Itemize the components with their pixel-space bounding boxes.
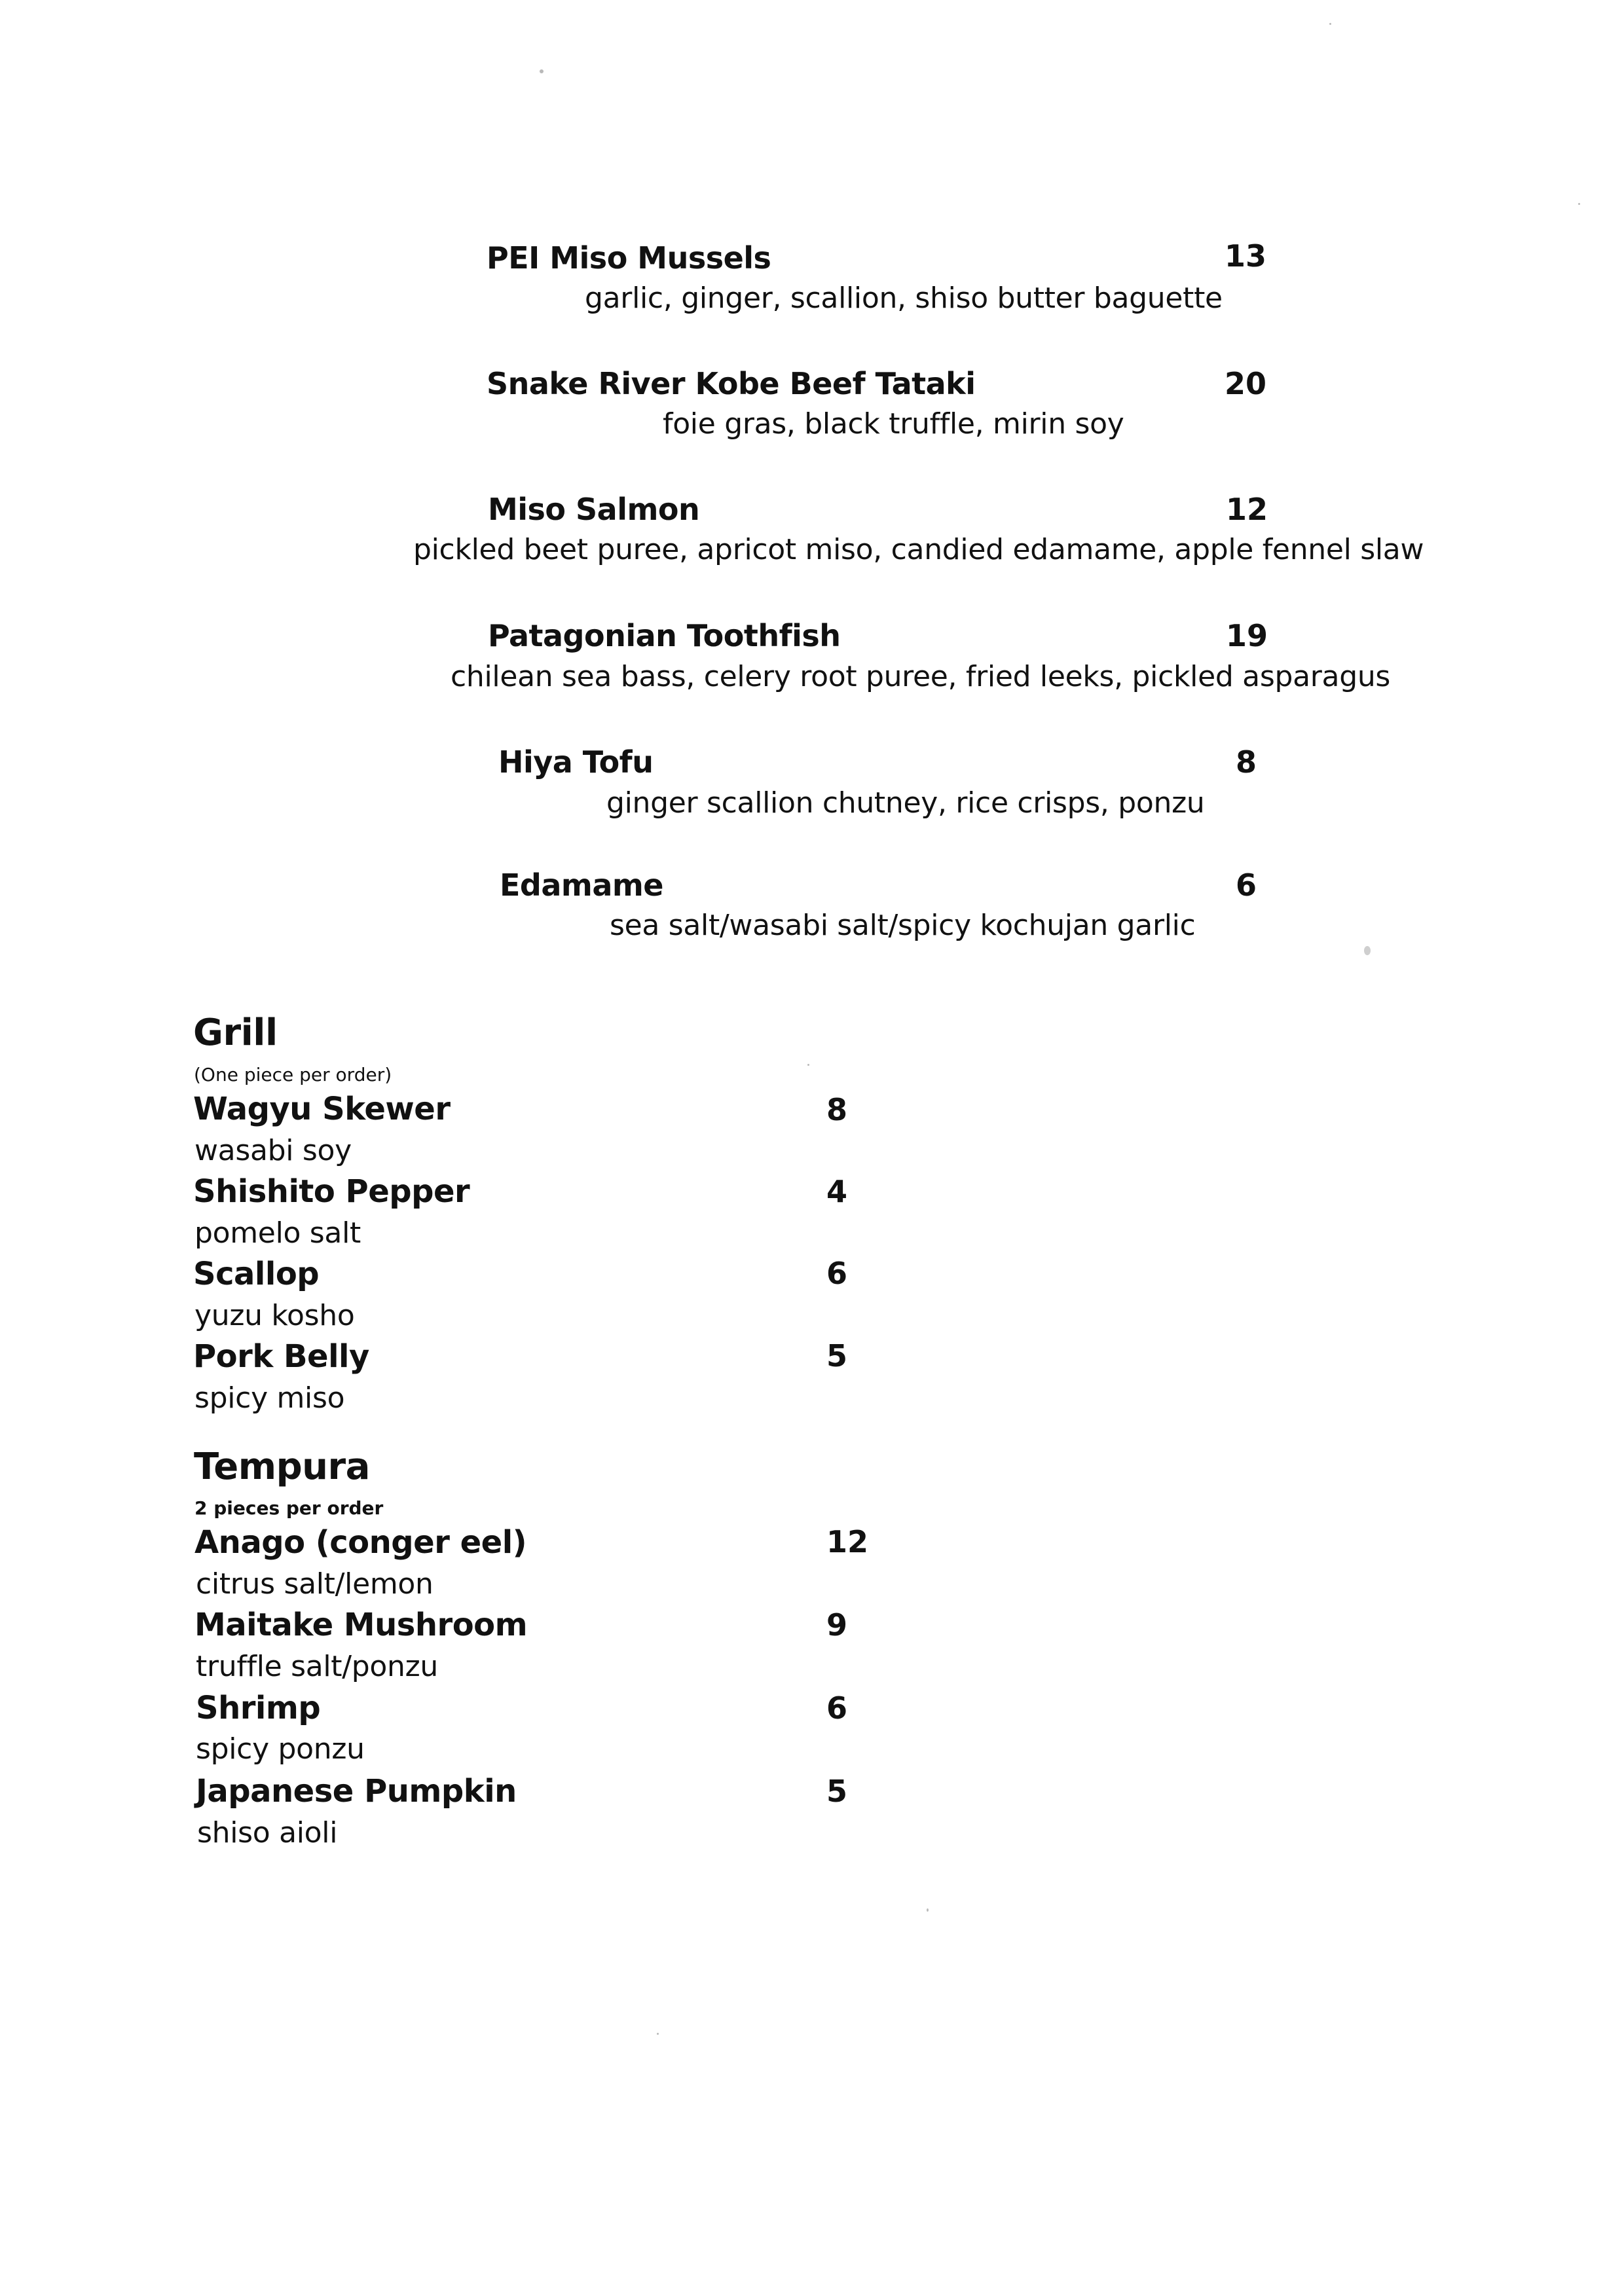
- tempura-item-name: Anago (conger eel): [194, 1524, 527, 1561]
- section-title-grill: Grill: [193, 1011, 278, 1054]
- dish-description: sea salt/wasabi salt/spicy kochujan garlic: [610, 909, 1196, 942]
- scan-speck: [657, 2033, 659, 2035]
- scan-speck: [540, 69, 544, 73]
- grill-item-name: Shishito Pepper: [193, 1173, 470, 1210]
- section-title-tempura: Tempura: [194, 1446, 370, 1488]
- dish-description: foie gras, black truffle, mirin soy: [663, 407, 1124, 441]
- grill-item-name: Pork Belly: [193, 1338, 369, 1375]
- grill-item-description: yuzu kosho: [194, 1299, 355, 1332]
- dish-description: chilean sea bass, celery root puree, fried leeks, pickled asparagus: [451, 660, 1391, 693]
- scan-speck: [927, 1908, 929, 1912]
- dish-name: Snake River Kobe Beef Tataki: [487, 366, 976, 401]
- tempura-item-description: citrus salt/lemon: [196, 1567, 434, 1601]
- dish-price: 20: [1225, 366, 1267, 401]
- grill-item-description: pomelo salt: [194, 1216, 361, 1250]
- tempura-item-price: 12: [826, 1524, 869, 1559]
- tempura-item-name: Shrimp: [196, 1690, 321, 1726]
- tempura-item-description: spicy ponzu: [196, 1732, 365, 1766]
- grill-item-name: Wagyu Skewer: [193, 1091, 451, 1127]
- dish-price: 6: [1236, 867, 1257, 903]
- tempura-item-name: Maitake Mushroom: [194, 1607, 528, 1643]
- scan-speck: [1329, 23, 1331, 25]
- tempura-item-price: 6: [826, 1690, 848, 1726]
- scan-speck: [1578, 203, 1580, 205]
- section-note-grill: (One piece per order): [194, 1064, 392, 1085]
- dish-description: ginger scallion chutney, rice crisps, ponzu: [606, 786, 1205, 820]
- dish-price: 8: [1236, 744, 1257, 780]
- grill-item-description: wasabi soy: [194, 1134, 352, 1167]
- dish-name: Edamame: [500, 867, 663, 903]
- dish-price: 19: [1226, 618, 1268, 653]
- tempura-item-price: 5: [826, 1774, 848, 1809]
- dish-name: PEI Miso Mussels: [487, 240, 771, 276]
- dish-name: Patagonian Toothfish: [488, 618, 841, 653]
- section-note-tempura: 2 pieces per order: [194, 1497, 384, 1519]
- grill-item-name: Scallop: [193, 1256, 320, 1292]
- dish-description: pickled beet puree, apricot miso, candied edamame, apple fennel slaw: [413, 533, 1424, 566]
- grill-item-description: spicy miso: [194, 1381, 345, 1415]
- tempura-item-name: Japanese Pumpkin: [196, 1773, 517, 1810]
- grill-item-price: 8: [826, 1092, 848, 1127]
- dish-name: Miso Salmon: [488, 492, 700, 527]
- tempura-item-description: shiso aioli: [197, 1816, 338, 1850]
- scan-speck: [807, 1064, 809, 1066]
- dish-price: 12: [1226, 492, 1268, 527]
- grill-item-price: 4: [826, 1174, 848, 1209]
- grill-item-price: 6: [826, 1256, 848, 1291]
- dish-description: garlic, ginger, scallion, shiso butter baguette: [585, 282, 1223, 315]
- grill-item-price: 5: [826, 1338, 848, 1374]
- tempura-item-price: 9: [826, 1607, 848, 1643]
- dish-name: Hiya Tofu: [498, 744, 654, 780]
- scan-speck: [1364, 946, 1371, 955]
- dish-price: 13: [1225, 238, 1267, 274]
- tempura-item-description: truffle salt/ponzu: [196, 1650, 438, 1683]
